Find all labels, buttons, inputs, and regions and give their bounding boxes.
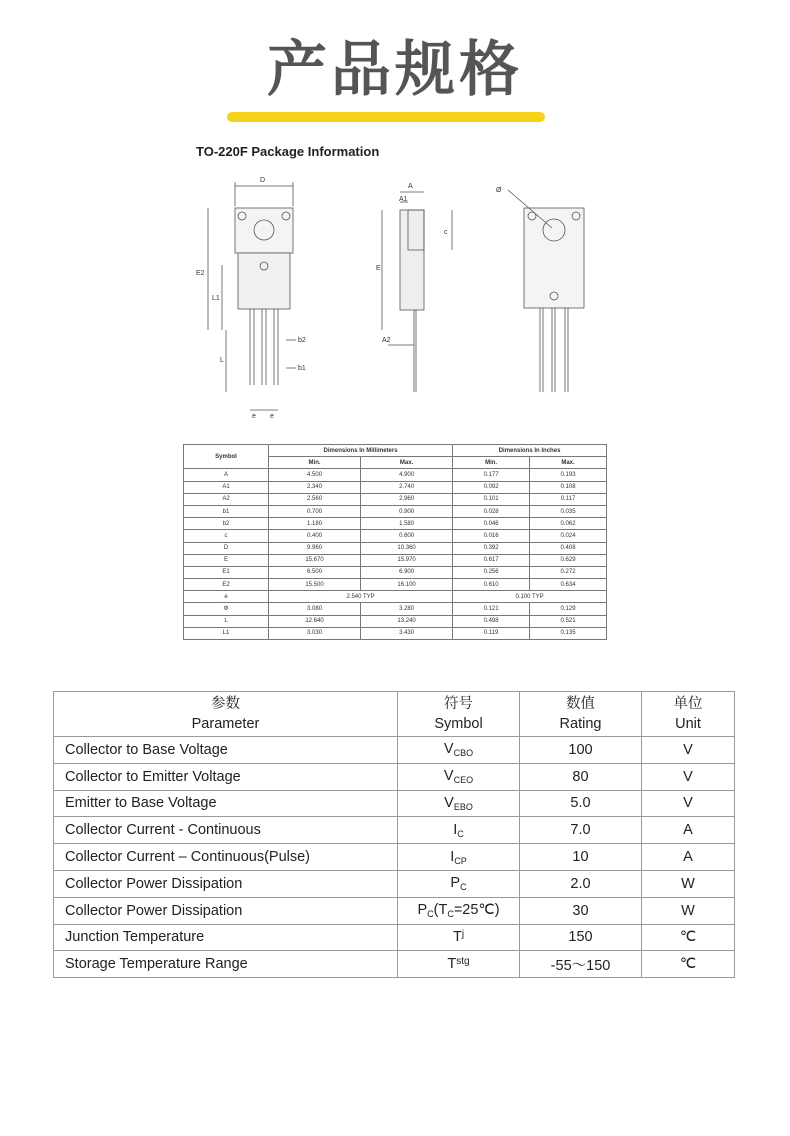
dim-row	[184, 518, 607, 530]
symbol-subscript: C	[427, 909, 434, 920]
label-E: E	[376, 265, 381, 272]
title-underline-bar	[227, 112, 545, 122]
spec-symbol	[398, 924, 520, 951]
spec-header-symbol	[398, 692, 520, 737]
spec-symbol	[398, 737, 520, 764]
dim-in-max: 0.634	[530, 579, 607, 591]
dim-mm-min: 3.080	[269, 603, 361, 615]
spec-header-rating	[520, 692, 642, 737]
symbol-subscript: C	[460, 882, 467, 893]
dim-in-min: 0.177	[453, 469, 530, 481]
dim-in-max: 0.193	[530, 469, 607, 481]
front-view	[208, 182, 296, 410]
dim-symbol: e	[184, 591, 269, 603]
spec-parameter: Junction Temperature	[54, 924, 398, 951]
dim-in-max: 0.408	[530, 542, 607, 554]
dim-row	[184, 615, 607, 627]
spec-rating: 80	[520, 763, 642, 790]
dim-row	[184, 566, 607, 578]
dim-in-max: 0.521	[530, 615, 607, 627]
symbol-subscript: CP	[454, 855, 467, 866]
spec-row	[54, 817, 735, 844]
dim-mm-max: 3.280	[361, 603, 453, 615]
label-D: D	[260, 177, 266, 184]
dim-symbol: b1	[184, 505, 269, 517]
spec-rating: -55～150	[520, 951, 642, 978]
dim-row	[184, 579, 607, 591]
dim-symbol: L1	[184, 627, 269, 639]
dim-mm-max: 6.900	[361, 566, 453, 578]
spec-rating: 100	[520, 737, 642, 764]
dim-header-in: Dimensions In Inches	[453, 445, 607, 457]
header-rating-cn: 数值	[566, 696, 595, 712]
dim-mm-min: 6.500	[269, 566, 361, 578]
dim-mm-max: 0.900	[361, 505, 453, 517]
dim-in-max: 0.629	[530, 554, 607, 566]
spec-row	[54, 844, 735, 871]
spec-parameter: Collector Power Dissipation	[54, 870, 398, 897]
dim-symbol: b2	[184, 518, 269, 530]
header-symbol-cn: 符号	[444, 696, 473, 712]
spec-header-unit	[642, 692, 735, 737]
dim-mm-max: 0.600	[361, 530, 453, 542]
dim-header-in-max: Max.	[530, 457, 607, 469]
dim-in-min: 0.617	[453, 554, 530, 566]
dim-mm-max: 3.430	[361, 627, 453, 639]
spec-unit: A	[642, 844, 735, 871]
dim-in-min: 0.092	[453, 481, 530, 493]
dim-row	[184, 469, 607, 481]
dim-in-min: 0.121	[453, 603, 530, 615]
header-rating-en: Rating	[559, 716, 602, 732]
dim-row	[184, 530, 607, 542]
dim-mm-max: 1.580	[361, 518, 453, 530]
dim-header-mm: Dimensions In Millimeters	[269, 445, 453, 457]
spec-symbol	[398, 763, 520, 790]
spec-unit: V	[642, 763, 735, 790]
label-b2: b2	[298, 337, 306, 344]
dim-mm-max: 15.970	[361, 554, 453, 566]
symbol-subscript: C	[457, 828, 464, 839]
dim-header-mm-min: Min.	[269, 457, 361, 469]
spec-header-parameter	[54, 692, 398, 737]
dim-mm-min: 0.700	[269, 505, 361, 517]
dim-symbol: L	[184, 615, 269, 627]
spec-unit: V	[642, 737, 735, 764]
dim-in-min: 0.392	[453, 542, 530, 554]
dim-symbol: E	[184, 554, 269, 566]
symbol-condition-subscript: C	[447, 909, 454, 920]
symbol-subscript: CEO	[453, 775, 474, 786]
dim-in-typ: 0.100 TYP	[453, 591, 607, 603]
dim-symbol: Φ	[184, 603, 269, 615]
spec-symbol	[398, 817, 520, 844]
dim-row	[184, 554, 607, 566]
dim-in-max: 0.108	[530, 481, 607, 493]
package-title: TO-220F Package Information	[196, 144, 380, 159]
dim-in-min: 0.028	[453, 505, 530, 517]
spec-rating: 2.0	[520, 870, 642, 897]
spec-row	[54, 737, 735, 764]
label-L1: L1	[212, 295, 220, 302]
label-E2: E2	[196, 270, 205, 277]
spec-parameter: Collector Current – Continuous(Pulse)	[54, 844, 398, 871]
label-A: A	[408, 183, 413, 190]
spec-row	[54, 951, 735, 978]
dim-mm-min: 12.640	[269, 615, 361, 627]
spec-symbol	[398, 951, 520, 978]
dim-row	[184, 627, 607, 639]
dim-in-max: 0.062	[530, 518, 607, 530]
symbol-subscript: EBO	[453, 801, 473, 812]
spec-symbol	[398, 870, 520, 897]
label-c: c	[444, 229, 448, 236]
spec-unit: A	[642, 817, 735, 844]
back-view	[508, 190, 584, 392]
dim-row	[184, 481, 607, 493]
dim-mm-min: 9.960	[269, 542, 361, 554]
dim-in-min: 0.046	[453, 518, 530, 530]
dim-header-mm-max: Max.	[361, 457, 453, 469]
dim-in-max: 0.129	[530, 603, 607, 615]
label-b1: b1	[298, 365, 306, 372]
symbol-letter: V	[443, 768, 454, 785]
spec-row	[54, 790, 735, 817]
side-view	[382, 192, 452, 392]
spec-parameter: Collector to Base Voltage	[54, 737, 398, 764]
symbol-superscript: j	[461, 929, 465, 941]
spec-row	[54, 870, 735, 897]
spec-header-row	[54, 692, 735, 737]
header-unit-cn: 单位	[673, 696, 703, 712]
package-drawing	[190, 170, 610, 440]
spec-symbol	[398, 790, 520, 817]
spec-row	[54, 897, 735, 924]
dim-row	[184, 542, 607, 554]
dim-symbol: D	[184, 542, 269, 554]
spec-rating: 5.0	[520, 790, 642, 817]
dim-in-max: 0.117	[530, 493, 607, 505]
symbol-letter: V	[443, 741, 454, 758]
dim-in-min: 0.016	[453, 530, 530, 542]
dim-mm-max: 2.960	[361, 493, 453, 505]
page-title: 产品规格	[267, 35, 523, 105]
dim-in-min: 0.498	[453, 615, 530, 627]
symbol-letter: I	[453, 821, 458, 838]
dim-in-min: 0.610	[453, 579, 530, 591]
header-param-cn: 参数	[211, 696, 240, 712]
dim-mm-typ: 2.540 TYP	[269, 591, 453, 603]
symbol-letter: T	[447, 956, 457, 973]
spec-unit: ℃	[642, 951, 735, 978]
spec-rating: 7.0	[520, 817, 642, 844]
label-A2: A2	[382, 337, 391, 344]
dim-symbol: A1	[184, 481, 269, 493]
dim-symbol: c	[184, 530, 269, 542]
dim-in-max: 0.024	[530, 530, 607, 542]
dim-mm-min: 0.400	[269, 530, 361, 542]
spec-row	[54, 924, 735, 951]
dim-row	[184, 505, 607, 517]
dim-mm-min: 2.560	[269, 493, 361, 505]
label-e-2: e	[270, 413, 274, 420]
dim-row	[184, 493, 607, 505]
package-drawing-svg	[190, 170, 610, 440]
dim-row	[184, 591, 607, 603]
spec-unit: V	[642, 790, 735, 817]
spec-rating: 10	[520, 844, 642, 871]
dim-header-symbol: Symbol	[184, 445, 269, 469]
spec-unit: W	[642, 897, 735, 924]
dim-mm-min: 15.500	[269, 579, 361, 591]
dim-in-max: 0.035	[530, 505, 607, 517]
spec-row	[54, 763, 735, 790]
spec-rating: 150	[520, 924, 642, 951]
specifications-table	[53, 691, 735, 978]
dim-mm-max: 10.360	[361, 542, 453, 554]
symbol-condition-suffix: =25℃)	[453, 902, 500, 919]
dim-symbol: E2	[184, 579, 269, 591]
header-param-en: Parameter	[191, 716, 260, 732]
dim-mm-min: 1.180	[269, 518, 361, 530]
spec-symbol	[398, 844, 520, 871]
spec-parameter: Collector to Emitter Voltage	[54, 763, 398, 790]
symbol-letter: V	[444, 794, 454, 811]
header-unit-en: Unit	[675, 716, 701, 732]
symbol-superscript: stg	[456, 956, 470, 968]
dim-mm-max: 4.900	[361, 469, 453, 481]
dim-mm-min: 4.500	[269, 469, 361, 481]
spec-rating: 30	[520, 897, 642, 924]
spec-parameter: Collector Current - Continuous	[54, 817, 398, 844]
dim-mm-min: 3.030	[269, 627, 361, 639]
dim-header-in-min: Min.	[453, 457, 530, 469]
dim-in-max: 0.135	[530, 627, 607, 639]
dim-symbol: A	[184, 469, 269, 481]
dimensions-table	[183, 444, 607, 640]
dim-mm-min: 2.340	[269, 481, 361, 493]
symbol-letter: I	[450, 848, 455, 865]
label-phi: Ø	[496, 187, 502, 194]
dim-symbol: A2	[184, 493, 269, 505]
spec-parameter: Storage Temperature Range	[54, 951, 398, 978]
dim-in-min: 0.119	[453, 627, 530, 639]
symbol-letter: T	[452, 929, 462, 946]
dim-mm-max: 13.240	[361, 615, 453, 627]
dim-mm-min: 15.670	[269, 554, 361, 566]
label-L: L	[220, 357, 224, 364]
dim-mm-max: 16.100	[361, 579, 453, 591]
spec-unit: W	[642, 870, 735, 897]
spec-unit: ℃	[642, 924, 735, 951]
spec-symbol	[398, 897, 520, 924]
label-A1: A1	[399, 196, 408, 203]
header-symbol-en: Symbol	[434, 716, 483, 732]
symbol-letter: P	[417, 902, 428, 919]
symbol-condition-prefix: (T	[433, 902, 448, 919]
symbol-subscript: CBO	[453, 748, 474, 759]
label-e-1: e	[252, 413, 256, 420]
spec-parameter: Collector Power Dissipation	[54, 897, 398, 924]
dim-row	[184, 603, 607, 615]
dim-symbol: E1	[184, 566, 269, 578]
dim-in-min: 0.256	[453, 566, 530, 578]
dim-mm-max: 2.740	[361, 481, 453, 493]
dim-in-min: 0.101	[453, 493, 530, 505]
symbol-letter: P	[450, 875, 461, 892]
spec-parameter: Emitter to Base Voltage	[54, 790, 398, 817]
dim-in-max: 0.272	[530, 566, 607, 578]
